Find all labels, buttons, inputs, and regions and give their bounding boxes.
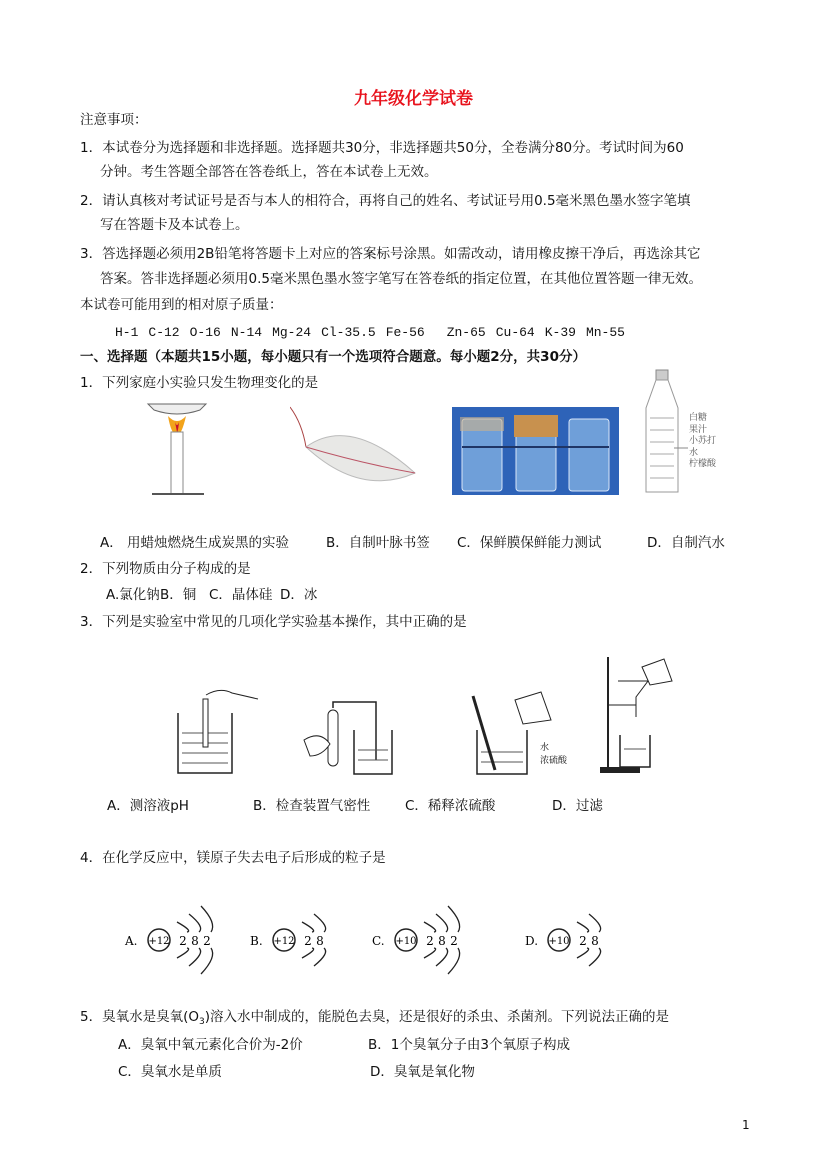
- electron-shell-arc: [302, 948, 314, 958]
- airtightness-check-figure: [300, 700, 395, 780]
- q5-option-a: A．臭氧中氧元素化合价为-2价: [118, 1037, 303, 1053]
- nucleus-charge: +12: [148, 936, 170, 947]
- atomic-mass-item: N-14: [230, 325, 263, 340]
- notice-item-3: 3．答选择题必须用2B铅笔将答题卡上对应的答案标号涂黑。如需改动，请用橡皮擦干净后，再选涂其它: [80, 246, 701, 262]
- atom-structure-diagrams: [0, 890, 827, 985]
- electron-shell-arc: [448, 906, 460, 932]
- atomic-mass-item: K-39: [544, 325, 576, 340]
- notice-item-1-cont: 分钟。考生答题全部答在答卷纸上，答在本试卷上无效。: [100, 164, 438, 180]
- q2-option-d: D．冰: [280, 587, 318, 603]
- question-5-stem: [80, 1008, 669, 1031]
- q5-stem-part: 5．臭氧水是臭氧(O: [80, 1009, 199, 1025]
- soda-bottle-figure: [638, 368, 688, 496]
- acid-label: 浓硫酸: [540, 756, 568, 766]
- q2-option-b: B．铜: [160, 587, 197, 603]
- shell-electron-count: 8: [316, 934, 324, 948]
- notice-heading: 注意事项：: [80, 112, 148, 128]
- nucleus-charge: +10: [548, 936, 570, 947]
- q5-option-c: C．臭氧水是单质: [118, 1064, 222, 1080]
- shell-electron-count: 2: [426, 934, 434, 948]
- q2-option-a: A.氯化钠: [106, 587, 160, 603]
- q3-option-b: B．检查装置气密性: [253, 798, 371, 814]
- shell-electron-count: 8: [591, 934, 599, 948]
- bottle-ingredient-labels: [689, 413, 716, 471]
- electron-shell-arc: [177, 922, 189, 932]
- bottle-label: 白糖: [689, 413, 708, 423]
- question-1-stem: 1．下列家庭小实验只发生物理变化的是: [80, 375, 319, 391]
- notice-item-2: 2．请认真核对考试证号是否与本人的相符合，再将自己的姓名、考试证号用0.5毫米黑色墨水签字笔填: [80, 193, 691, 209]
- atomic-mass-heading: 本试卷可能用到的相对原子质量：: [80, 297, 283, 313]
- electron-shell-arc: [201, 948, 213, 974]
- q1-option-a: A． 用蜡烛燃烧生成炭黑的实验: [100, 535, 290, 551]
- atom-option-letter: D.: [525, 934, 539, 948]
- exam-title: 九年级化学试卷: [354, 89, 473, 109]
- atomic-mass-item: Mn-55: [585, 325, 625, 340]
- atomic-mass-item: O-16: [189, 325, 221, 340]
- shell-electron-count: 2: [579, 934, 587, 948]
- question-4-stem: 4．在化学反应中，镁原子失去电子后形成的粒子是: [80, 850, 386, 866]
- question-3-stem: 3．下列是实验室中常见的几项化学实验基本操作，其中正确的是: [80, 614, 467, 630]
- electron-shell-arc: [577, 948, 589, 958]
- nucleus-charge: +12: [273, 936, 295, 947]
- notice-item-2-cont: 写在答题卡及本试卷上。: [100, 217, 249, 233]
- q5-option-b: B．1个臭氧分子由3个氧原子构成: [368, 1037, 570, 1053]
- electron-shell-arc: [436, 948, 448, 966]
- bottle-label: 小苏打: [689, 436, 717, 446]
- atomic-mass-list: [115, 324, 635, 342]
- q2-option-c: C．晶体硅: [209, 587, 273, 603]
- atomic-mass-item: C-12: [148, 325, 180, 340]
- notice-item-3-cont: 答案。答非选择题必须用0.5毫米黑色墨水签字笔写在答卷纸的指定位置，在其他位置答题一律无效。: [100, 271, 702, 287]
- shell-electron-count: 2: [304, 934, 312, 948]
- section-heading: 一、选择题（本题共15小题，每小题只有一个选项符合题意。每小题2分，共30分）: [80, 349, 586, 365]
- atomic-mass-item: Cu-64: [495, 325, 535, 340]
- ph-test-figure: [170, 685, 265, 777]
- bottle-label: 水: [689, 447, 699, 458]
- beakers-photo: [452, 407, 619, 495]
- electron-shell-arc: [589, 914, 601, 932]
- atomic-mass-item: Fe-56: [385, 325, 425, 340]
- q5-option-d: D．臭氧是氧化物: [370, 1064, 475, 1080]
- shell-electron-count: 2: [179, 934, 187, 948]
- atom-option-letter: A.: [125, 934, 138, 948]
- candle-figure: [140, 400, 220, 500]
- electron-shell-arc: [189, 948, 201, 966]
- electron-shell-arc: [424, 922, 436, 932]
- electron-shell-arc: [436, 914, 448, 932]
- nucleus-charge: +10: [395, 936, 417, 947]
- electron-shell-arc: [201, 906, 213, 932]
- page-number: 1: [742, 1118, 750, 1132]
- shell-electron-count: 2: [203, 934, 211, 948]
- atomic-mass-item: Mg-24: [272, 325, 312, 340]
- question-2-stem: 2．下列物质由分子构成的是: [80, 561, 251, 577]
- notice-item-1: 1．本试卷分为选择题和非选择题。选择题共30分，非选择题共50分，全卷满分80分。考试时间为60: [80, 140, 684, 156]
- shell-electron-count: 8: [191, 934, 199, 948]
- q3-option-c: C．稀释浓硫酸: [405, 798, 496, 814]
- electron-shell-arc: [177, 948, 189, 958]
- q5-subscript: 3: [198, 1017, 205, 1027]
- electron-shell-arc: [314, 914, 326, 932]
- electron-shell-arc: [589, 948, 601, 966]
- electron-shell-arc: [424, 948, 436, 958]
- electron-shell-arc: [314, 948, 326, 966]
- bottle-label: 柠檬酸: [689, 459, 717, 469]
- q5-stem-part: )溶入水中制成的，能脱色去臭，还是很好的杀虫、杀菌剂。下列说法正确的是: [204, 1009, 669, 1025]
- q1-option-d: D．自制汽水: [647, 535, 725, 551]
- filtration-figure: [598, 655, 688, 777]
- atom-option-letter: B.: [250, 934, 263, 948]
- bottle-label: 果汁: [689, 424, 708, 435]
- q1-option-b: B．自制叶脉书签: [326, 535, 430, 551]
- electron-shell-arc: [302, 922, 314, 932]
- shell-electron-count: 2: [450, 934, 458, 948]
- atom-option-letter: C.: [372, 934, 385, 948]
- atomic-mass-item: Cl-35.5: [321, 325, 376, 340]
- electron-shell-arc: [189, 914, 201, 932]
- leaf-vein-figure: [290, 405, 435, 495]
- q3-option-d: D．过滤: [552, 798, 603, 814]
- water-label: 水: [540, 743, 550, 753]
- atomic-mass-item: Zn-65: [446, 325, 486, 340]
- electron-shell-arc: [577, 922, 589, 932]
- q3-option-a: A．测溶液pH: [107, 798, 189, 814]
- electron-shell-arc: [448, 948, 460, 974]
- acid-figure-labels: [540, 742, 567, 768]
- shell-electron-count: 8: [438, 934, 446, 948]
- q1-option-c: C．保鲜膜保鲜能力测试: [457, 535, 602, 551]
- atomic-mass-item: H-1: [115, 325, 139, 340]
